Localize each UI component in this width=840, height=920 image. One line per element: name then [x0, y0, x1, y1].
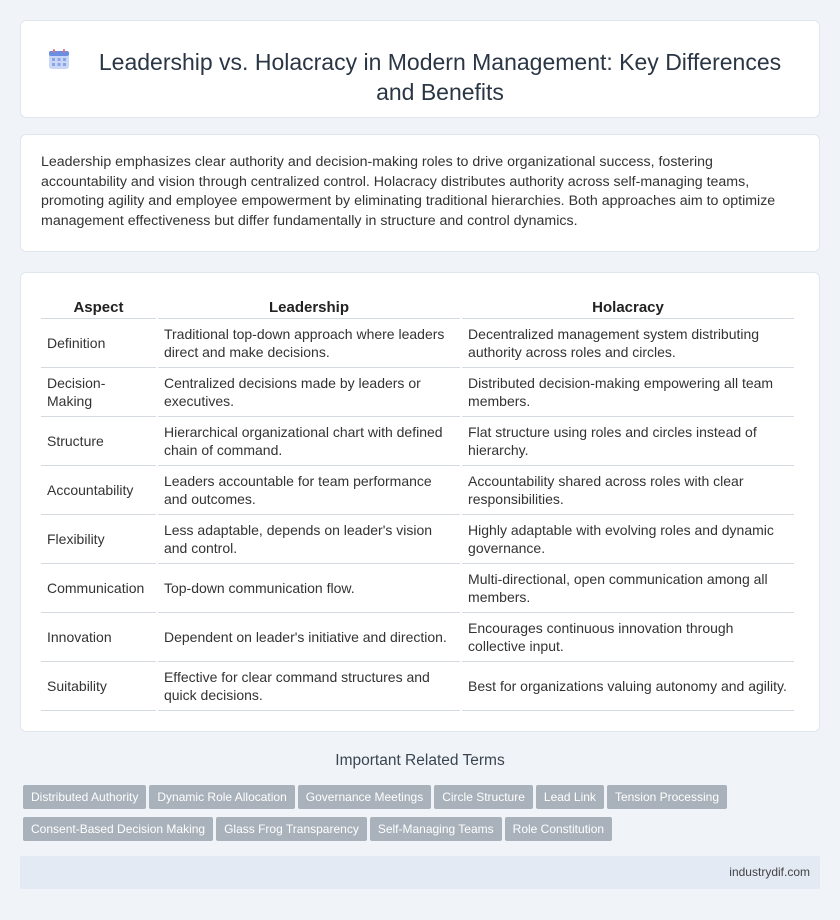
- related-term-tag[interactable]: Lead Link: [536, 785, 604, 809]
- table-row: [41, 613, 794, 662]
- footer-site[interactable]: industrydif.com: [729, 865, 810, 879]
- row-leadership: Leaders accountable for team performance and outcomes.: [158, 466, 460, 515]
- related-term-tag[interactable]: Glass Frog Transparency: [216, 817, 367, 841]
- related-term-tag[interactable]: Self-Managing Teams: [370, 817, 502, 841]
- related-term-tag[interactable]: Governance Meetings: [298, 785, 431, 809]
- related-terms-title: Important Related Terms: [335, 752, 505, 769]
- row-aspect: Decision-Making: [41, 368, 156, 417]
- related-term-tag[interactable]: Circle Structure: [434, 785, 533, 809]
- row-leadership: Traditional top-down approach where leaders direct and make decisions.: [158, 319, 460, 368]
- page-title: Leadership vs. Holacracy in Modern Management: Key Differences and Benefits: [98, 49, 782, 105]
- row-leadership: Effective for clear command structures and quick decisions.: [158, 662, 460, 711]
- row-aspect: Structure: [41, 417, 156, 466]
- intro-card: [20, 134, 820, 252]
- comparison-table: [39, 295, 796, 711]
- row-holacracy: Highly adaptable with evolving roles and dynamic governance.: [462, 515, 794, 564]
- row-leadership: Less adaptable, depends on leader's vision and control.: [158, 515, 460, 564]
- row-aspect: Innovation: [41, 613, 156, 662]
- header-aspect: Aspect: [41, 295, 156, 319]
- table-row: [41, 319, 794, 368]
- related-terms-list: [23, 785, 823, 849]
- related-term-tag[interactable]: Consent-Based Decision Making: [23, 817, 213, 841]
- row-holacracy: Decentralized management system distributing authority across roles and circles.: [462, 319, 794, 368]
- row-aspect: Communication: [41, 564, 156, 613]
- table-row: [41, 466, 794, 515]
- row-holacracy: Distributed decision-making empowering all team members.: [462, 368, 794, 417]
- table-row: [41, 515, 794, 564]
- comparison-card: [20, 272, 820, 732]
- row-holacracy: Multi-directional, open communication among all members.: [462, 564, 794, 613]
- table-row: [41, 417, 794, 466]
- related-term-tag[interactable]: Dynamic Role Allocation: [149, 785, 294, 809]
- related-term-tag[interactable]: Role Constitution: [505, 817, 612, 841]
- row-aspect: Accountability: [41, 466, 156, 515]
- row-leadership: Top-down communication flow.: [158, 564, 460, 613]
- header-holacracy: Holacracy: [462, 295, 794, 319]
- header-card: [20, 20, 820, 118]
- table-header-row: [41, 295, 794, 319]
- intro-text: Leadership emphasizes clear authority and decision-making roles to drive organizational success, fostering accountability and vision through centralized control. Holacracy distributes authority across self-managing teams, promoting agility and employee empowerment by eliminating traditional hierarchies. Both approaches aim to optimize management effectiveness but differ fundamentally in structure and control dynamics.: [41, 154, 776, 229]
- row-leadership: Centralized decisions made by leaders or executives.: [158, 368, 460, 417]
- row-leadership: Dependent on leader's initiative and direction.: [158, 613, 460, 662]
- related-term-tag[interactable]: Tension Processing: [607, 785, 727, 809]
- row-holacracy: Best for organizations valuing autonomy and agility.: [462, 662, 794, 711]
- row-aspect: Suitability: [41, 662, 156, 711]
- row-aspect: Definition: [41, 319, 156, 368]
- row-leadership: Hierarchical organizational chart with defined chain of command.: [158, 417, 460, 466]
- related-term-tag[interactable]: Distributed Authority: [23, 785, 146, 809]
- table-row: [41, 564, 794, 613]
- row-holacracy: Encourages continuous innovation through collective input.: [462, 613, 794, 662]
- row-holacracy: Flat structure using roles and circles instead of hierarchy.: [462, 417, 794, 466]
- row-aspect: Flexibility: [41, 515, 156, 564]
- calendar-grid-icon: [47, 47, 71, 71]
- footer: [20, 856, 820, 889]
- row-holacracy: Accountability shared across roles with clear responsibilities.: [462, 466, 794, 515]
- header-leadership: Leadership: [158, 295, 460, 319]
- table-row: [41, 662, 794, 711]
- table-row: [41, 368, 794, 417]
